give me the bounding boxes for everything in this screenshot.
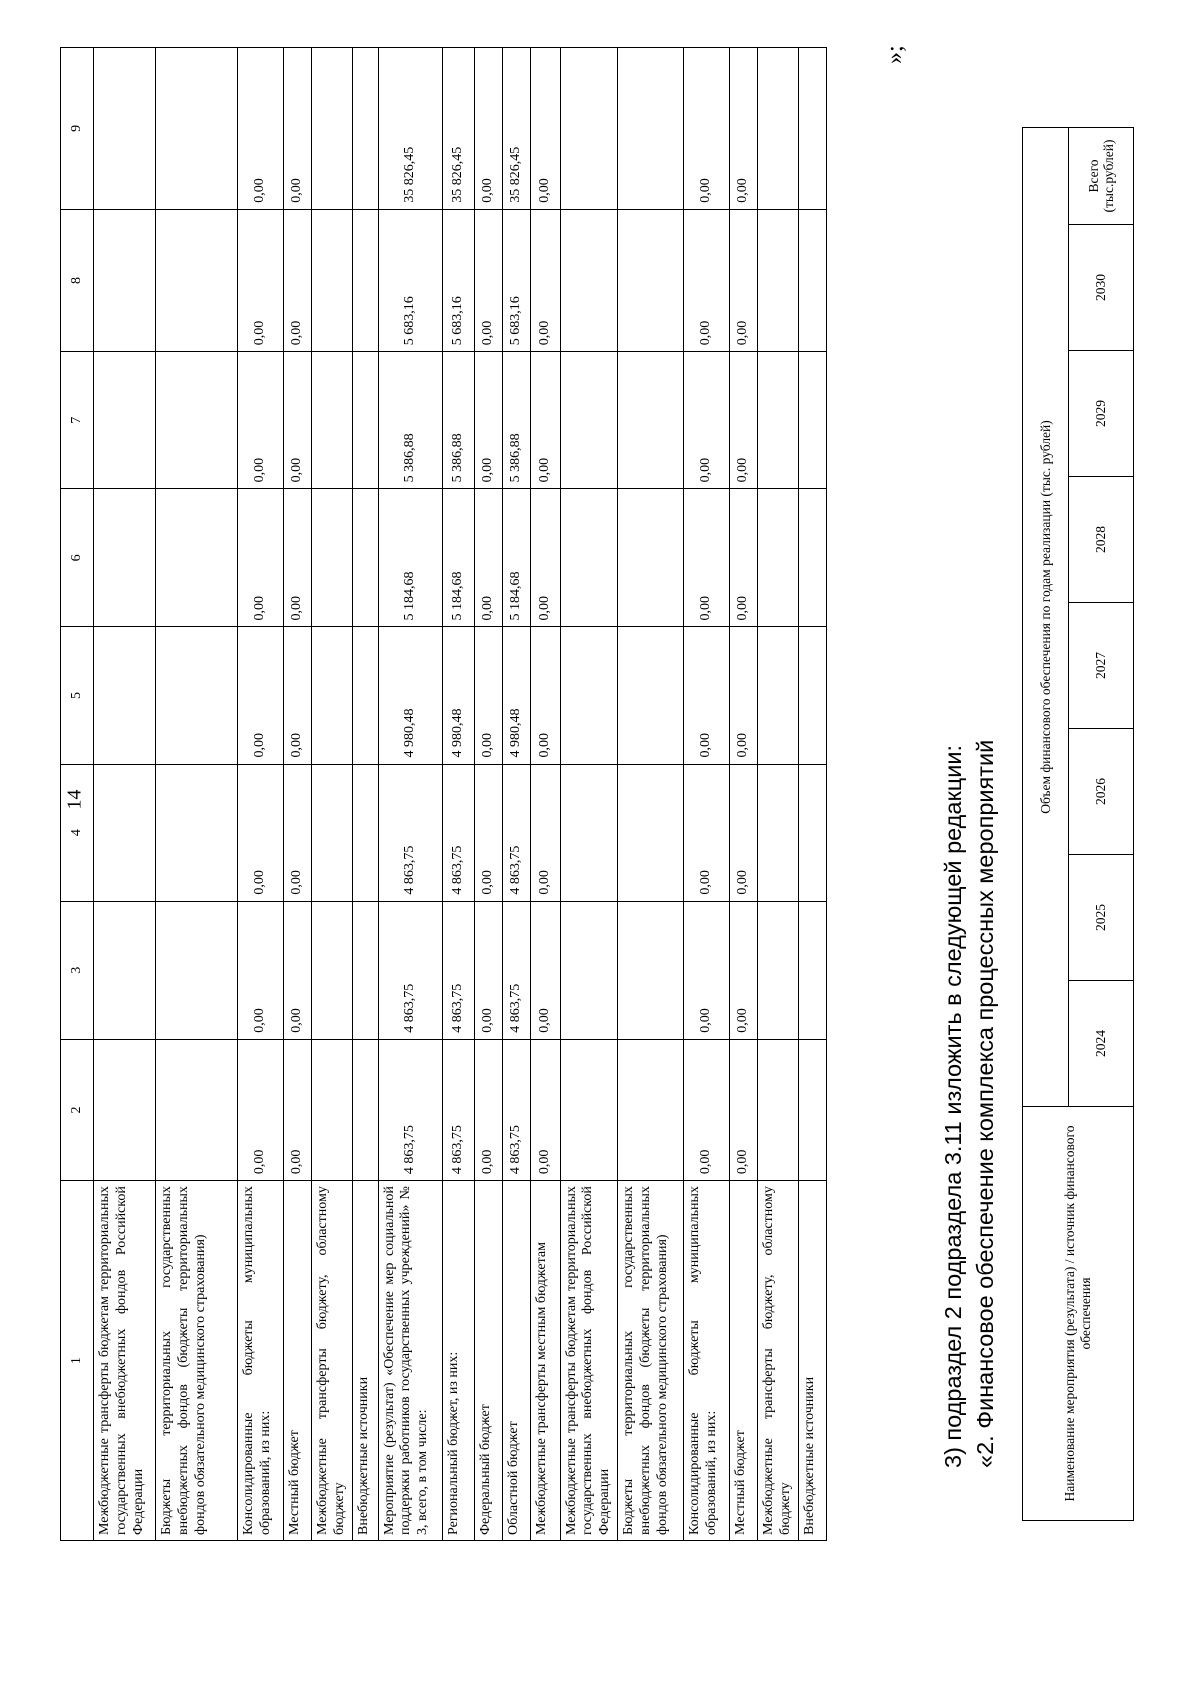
value-cell: 0,00 — [284, 352, 312, 489]
value-cell: 5 184,68 — [502, 489, 530, 627]
row-label: Межбюджетные трансферты бюджетам территориальных государственных внебюджетных фондов Российской Федерации — [560, 1181, 617, 1541]
value-cell — [156, 489, 238, 627]
row-label: Местный бюджет — [284, 1181, 312, 1541]
row-label: Внебюджетные источники — [798, 1181, 826, 1541]
value-cell: 0,00 — [284, 627, 312, 764]
volume-column-header: Объем финансового обеспечения по годам реализации (тыс. рублей) — [1023, 127, 1069, 1106]
value-cell: 0,00 — [530, 48, 560, 210]
value-cell: 4 863,75 — [502, 1039, 530, 1180]
value-cell — [757, 901, 798, 1039]
value-cell: 4 863,75 — [378, 764, 442, 901]
value-cell — [312, 209, 353, 351]
total-header: Всего (тыс.рублей) — [1069, 127, 1134, 224]
value-cell: 0,00 — [284, 48, 312, 210]
value-cell: 0,00 — [683, 901, 729, 1039]
page-number: 14 — [63, 789, 86, 810]
value-cell — [156, 1039, 238, 1180]
value-cell — [352, 627, 378, 764]
value-cell — [560, 627, 617, 764]
value-cell — [617, 209, 683, 351]
table-row — [729, 48, 757, 1541]
value-cell: 0,00 — [474, 901, 502, 1039]
value-cell: 0,00 — [683, 627, 729, 764]
table-row — [560, 48, 617, 1541]
value-cell: 4 863,75 — [442, 901, 474, 1039]
row-label: Внебюджетные источники — [352, 1181, 378, 1541]
value-cell — [352, 209, 378, 351]
value-cell — [757, 627, 798, 764]
value-cell — [560, 489, 617, 627]
value-cell: 0,00 — [530, 209, 560, 351]
row-label: Межбюджетные трансферты местным бюджетам — [530, 1181, 560, 1541]
column-header: 6 — [61, 489, 94, 627]
value-cell — [352, 764, 378, 901]
value-cell: 0,00 — [238, 901, 284, 1039]
value-cell — [94, 489, 156, 627]
value-cell — [352, 1039, 378, 1180]
value-cell: 0,00 — [474, 627, 502, 764]
value-cell — [798, 489, 826, 627]
table-row — [530, 48, 560, 1541]
value-cell: 0,00 — [683, 764, 729, 901]
value-cell: 0,00 — [474, 48, 502, 210]
row-label: Региональный бюджет, из них: — [442, 1181, 474, 1541]
value-cell — [798, 48, 826, 210]
row-label: Межбюджетные трансферты бюджету, областному бюджету — [757, 1181, 798, 1541]
row-label: Межбюджетные трансферты бюджетам территориальных государственных внебюджетных фондов Российской Федерации — [94, 1181, 156, 1541]
value-cell: 0,00 — [284, 764, 312, 901]
value-cell: 5 683,16 — [442, 209, 474, 351]
closing-quote-mark: »; — [882, 45, 908, 64]
column-header: 4 — [61, 764, 94, 901]
value-cell — [560, 48, 617, 210]
value-cell — [156, 352, 238, 489]
year-header: 2025 — [1069, 855, 1134, 981]
value-cell — [757, 1039, 798, 1180]
value-cell — [94, 1039, 156, 1180]
table-row — [798, 48, 826, 1541]
value-cell — [757, 48, 798, 210]
table-header-row — [61, 48, 94, 1541]
value-cell: 0,00 — [729, 48, 757, 210]
table-row — [312, 48, 353, 1541]
name-column-header: Наименование мероприятия (результата) / источник финансового обеспечения — [1023, 1107, 1134, 1521]
value-cell — [94, 764, 156, 901]
row-label: Бюджеты территориальных государственных внебюджетных фондов (бюджеты территориальных фондов обязательного медицинского страхования) — [156, 1181, 238, 1541]
value-cell: 4 863,75 — [502, 764, 530, 901]
value-cell — [352, 48, 378, 210]
year-header: 2027 — [1069, 603, 1134, 729]
value-cell: 35 826,45 — [378, 48, 442, 210]
value-cell: 0,00 — [474, 489, 502, 627]
value-cell — [312, 764, 353, 901]
row-label: Межбюджетные трансферты бюджету, областному бюджету — [312, 1181, 353, 1541]
table-row — [284, 48, 312, 1541]
value-cell: 0,00 — [284, 209, 312, 351]
value-cell — [798, 1039, 826, 1180]
column-header: 7 — [61, 352, 94, 489]
value-cell — [757, 489, 798, 627]
value-cell — [156, 627, 238, 764]
value-cell — [94, 48, 156, 210]
value-cell — [156, 764, 238, 901]
value-cell: 0,00 — [683, 1039, 729, 1180]
value-cell — [94, 901, 156, 1039]
section-heading: 3) подраздел 2 подраздела 3.11 изложить в следующей редакции: — [940, 745, 966, 1468]
table-row — [378, 48, 442, 1541]
value-cell — [94, 352, 156, 489]
value-cell: 0,00 — [683, 209, 729, 351]
value-cell — [352, 489, 378, 627]
column-header: 1 — [61, 1181, 94, 1541]
value-cell: 0,00 — [729, 209, 757, 351]
value-cell — [312, 901, 353, 1039]
value-cell: 0,00 — [284, 901, 312, 1039]
value-cell: 0,00 — [530, 764, 560, 901]
value-cell: 4 863,75 — [502, 901, 530, 1039]
financing-summary-table — [1022, 127, 1134, 1521]
value-cell: 0,00 — [530, 901, 560, 1039]
column-header: 2 — [61, 1039, 94, 1180]
value-cell: 0,00 — [683, 352, 729, 489]
value-cell: 0,00 — [683, 489, 729, 627]
row-label: Консолидированные бюджеты муниципальных образований, из них: — [238, 1181, 284, 1541]
value-cell: 0,00 — [238, 48, 284, 210]
value-cell: 0,00 — [729, 764, 757, 901]
value-cell — [617, 352, 683, 489]
value-cell — [757, 352, 798, 489]
table-row — [94, 48, 156, 1541]
table-row — [352, 48, 378, 1541]
value-cell — [156, 209, 238, 351]
value-cell: 4 863,75 — [378, 1039, 442, 1180]
value-cell: 0,00 — [530, 352, 560, 489]
value-cell: 4 980,48 — [502, 627, 530, 764]
value-cell — [798, 764, 826, 901]
value-cell — [352, 901, 378, 1039]
value-cell: 5 386,88 — [378, 352, 442, 489]
column-header: 5 — [61, 627, 94, 764]
value-cell: 0,00 — [238, 489, 284, 627]
value-cell: 4 863,75 — [378, 901, 442, 1039]
value-cell — [560, 901, 617, 1039]
value-cell — [798, 901, 826, 1039]
value-cell: 5 386,88 — [442, 352, 474, 489]
value-cell: 5 386,88 — [502, 352, 530, 489]
value-cell — [757, 209, 798, 351]
table-row — [683, 48, 729, 1541]
value-cell — [617, 48, 683, 210]
financing-table — [60, 47, 827, 1541]
year-header: 2030 — [1069, 225, 1134, 351]
value-cell: 0,00 — [530, 489, 560, 627]
value-cell — [617, 901, 683, 1039]
value-cell — [798, 627, 826, 764]
value-cell — [560, 1039, 617, 1180]
column-header: 9 — [61, 48, 94, 210]
column-header: 8 — [61, 209, 94, 351]
row-label: Мероприятие (результат) «Обеспечение мер социальной поддержки работников государственных учреждений» № 3, всего, в том числе: — [378, 1181, 442, 1541]
value-cell: 0,00 — [729, 1039, 757, 1180]
value-cell — [560, 764, 617, 901]
value-cell — [617, 489, 683, 627]
value-cell — [94, 209, 156, 351]
value-cell: 35 826,45 — [502, 48, 530, 210]
value-cell: 0,00 — [474, 764, 502, 901]
year-header: 2028 — [1069, 477, 1134, 603]
value-cell: 0,00 — [729, 901, 757, 1039]
table-row — [617, 48, 683, 1541]
value-cell — [312, 627, 353, 764]
row-label: Федеральный бюджет — [474, 1181, 502, 1541]
value-cell: 4 980,48 — [442, 627, 474, 764]
value-cell — [156, 901, 238, 1039]
value-cell: 0,00 — [238, 627, 284, 764]
value-cell: 5 683,16 — [378, 209, 442, 351]
value-cell: 4 863,75 — [442, 1039, 474, 1180]
year-header: 2024 — [1069, 981, 1134, 1107]
value-cell: 0,00 — [530, 1039, 560, 1180]
value-cell — [156, 48, 238, 210]
value-cell — [798, 209, 826, 351]
value-cell: 5 184,68 — [442, 489, 474, 627]
row-label: Консолидированные бюджеты муниципальных образований, из них: — [683, 1181, 729, 1541]
value-cell — [312, 48, 353, 210]
value-cell — [312, 352, 353, 489]
row-label: Областной бюджет — [502, 1181, 530, 1541]
value-cell: 0,00 — [729, 627, 757, 764]
value-cell: 5 683,16 — [502, 209, 530, 351]
value-cell: 0,00 — [284, 489, 312, 627]
section-subheading: «2. Финансовое обеспечение комплекса процессных мероприятий — [972, 739, 998, 1468]
value-cell — [617, 1039, 683, 1180]
value-cell: 0,00 — [238, 764, 284, 901]
value-cell — [617, 627, 683, 764]
value-cell — [617, 764, 683, 901]
value-cell: 0,00 — [530, 627, 560, 764]
table-row — [442, 48, 474, 1541]
value-cell — [312, 489, 353, 627]
table-row — [474, 48, 502, 1541]
value-cell: 0,00 — [474, 1039, 502, 1180]
table-row — [757, 48, 798, 1541]
value-cell: 35 826,45 — [442, 48, 474, 210]
table-row — [238, 48, 284, 1541]
value-cell — [560, 209, 617, 351]
value-cell: 4 980,48 — [378, 627, 442, 764]
value-cell — [757, 764, 798, 901]
table-row — [156, 48, 238, 1541]
row-label: Бюджеты территориальных государственных внебюджетных фондов (бюджеты территориальных фондов обязательного медицинского страхования) — [617, 1181, 683, 1541]
value-cell — [312, 1039, 353, 1180]
value-cell: 0,00 — [729, 352, 757, 489]
value-cell — [560, 352, 617, 489]
value-cell: 0,00 — [238, 1039, 284, 1180]
value-cell: 5 184,68 — [378, 489, 442, 627]
value-cell — [352, 352, 378, 489]
value-cell: 0,00 — [683, 48, 729, 210]
table-row — [502, 48, 530, 1541]
value-cell: 0,00 — [238, 352, 284, 489]
row-label: Местный бюджет — [729, 1181, 757, 1541]
value-cell: 0,00 — [284, 1039, 312, 1180]
value-cell — [798, 352, 826, 489]
value-cell: 4 863,75 — [442, 764, 474, 901]
year-header: 2029 — [1069, 351, 1134, 477]
value-cell: 0,00 — [474, 352, 502, 489]
value-cell: 0,00 — [729, 489, 757, 627]
column-header: 3 — [61, 901, 94, 1039]
value-cell: 0,00 — [238, 209, 284, 351]
value-cell — [94, 627, 156, 764]
value-cell: 0,00 — [474, 209, 502, 351]
year-header: 2026 — [1069, 729, 1134, 855]
